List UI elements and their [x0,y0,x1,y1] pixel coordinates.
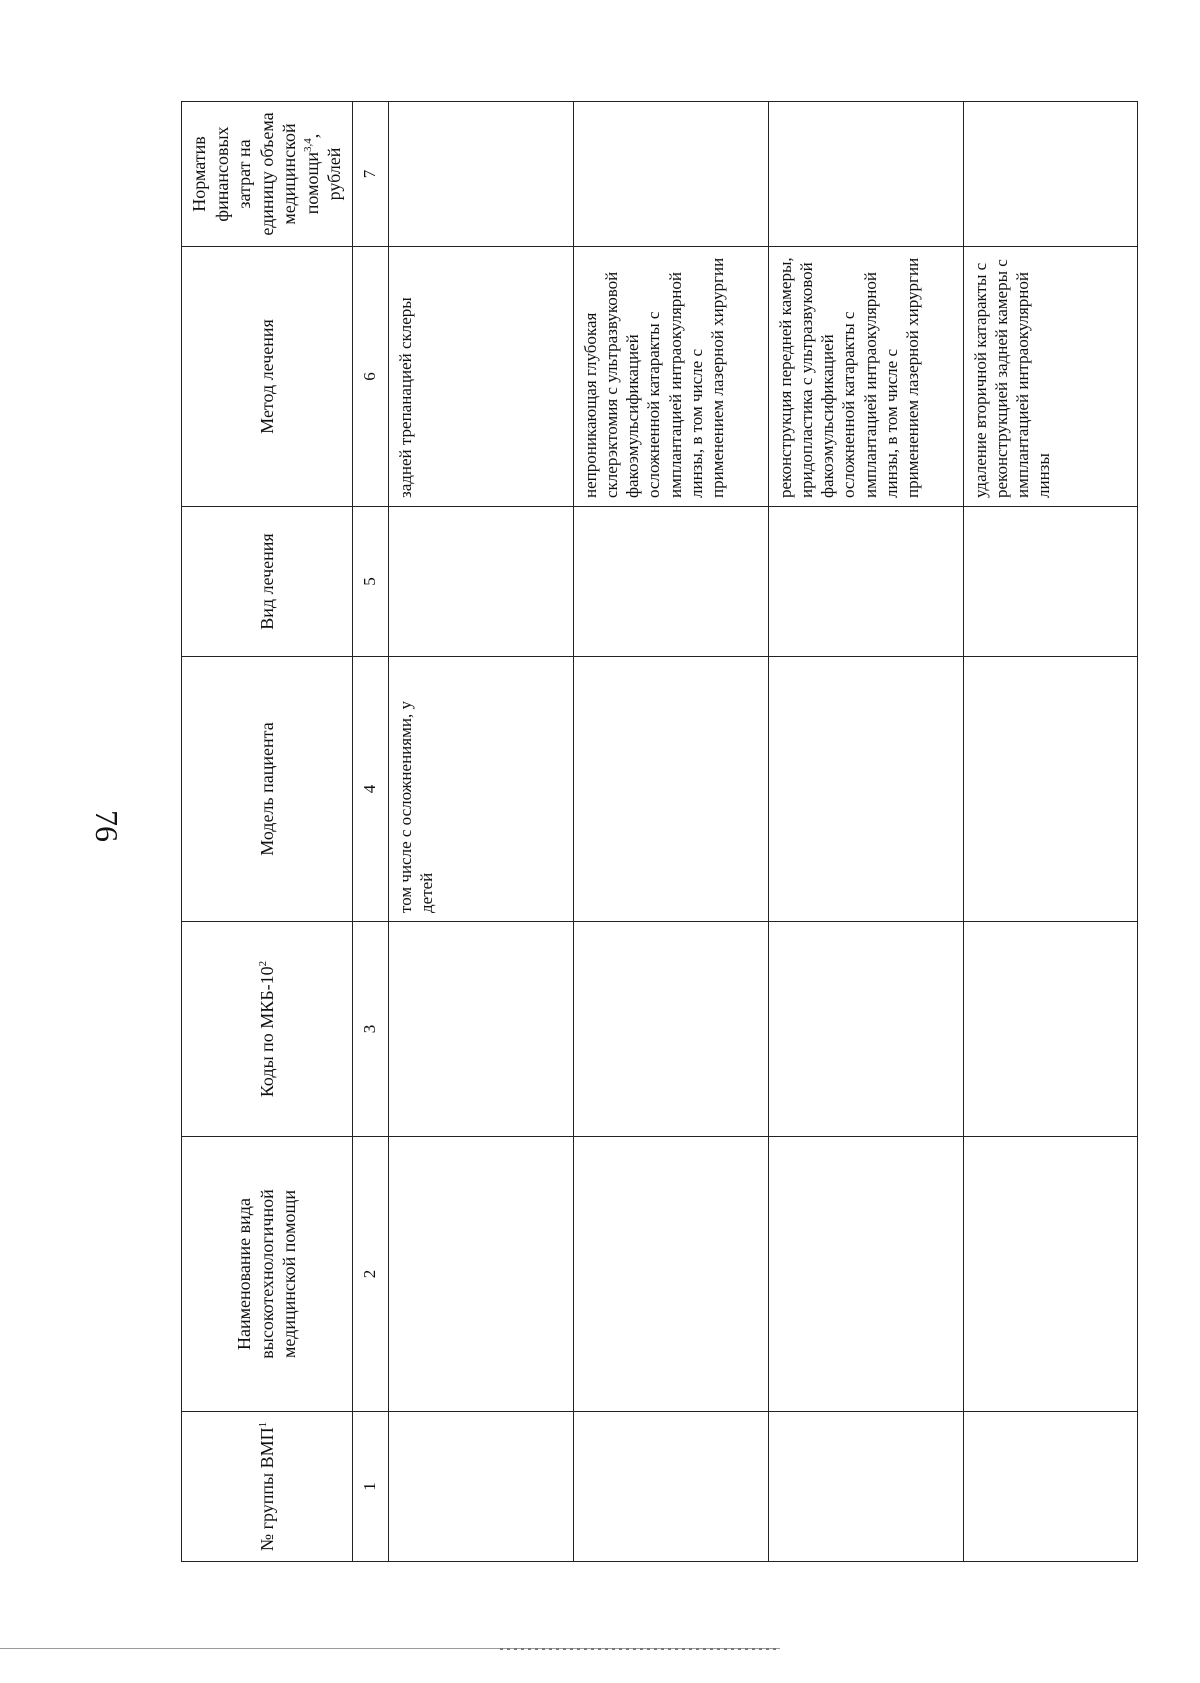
header-group-number: № группы ВМП$^1$ [182,1412,353,1562]
cell-patient-model [963,657,1137,922]
cell-patient-model [573,657,768,922]
column-number: 6 [352,247,388,507]
table-row [768,102,963,1562]
column-number-row [352,102,388,1562]
cell-cost-norm [768,102,963,247]
column-number: 5 [352,507,388,657]
header-treatment-type: Вид лечения [182,507,353,657]
table-row [963,102,1137,1562]
cell-treatment-type [388,507,573,657]
cell-treatment-method: удаление вторичной катаракты с реконструкцией задней камеры с имплантацией интраокулярной линзы [963,247,1137,507]
header-vmp-name: Наименование вида высокотехнологичной медицинской помощи [182,1137,353,1412]
cell-vmp-name [768,1137,963,1412]
cell-treatment-type [963,507,1137,657]
cell-icd-codes [768,922,963,1137]
header-patient-model: Модель пациента [182,657,353,922]
cell-group-number [573,1412,768,1562]
bottom-scan-dots [500,1648,780,1650]
header-row [182,102,353,1562]
vmp-table [181,101,1138,1562]
cell-vmp-name [388,1137,573,1412]
cell-vmp-name [573,1137,768,1412]
cell-patient-model [768,657,963,922]
cell-cost-norm [573,102,768,247]
column-number: 3 [352,922,388,1137]
column-number: 4 [352,657,388,922]
cell-icd-codes [388,922,573,1137]
cell-treatment-method: непроникающая глубокая склерэктомия с ультразвуковой факоэмульсификацией осложненной катаракты с имплантацией интраокулярной линзы, в том числе с применением лазерной хирургии [573,247,768,507]
column-number: 7 [352,102,388,247]
cell-vmp-name [963,1137,1137,1412]
cell-treatment-method: задней трепанацией склеры [388,247,573,507]
cell-group-number [768,1412,963,1562]
cell-group-number [388,1412,573,1562]
cell-group-number [963,1412,1137,1562]
header-cost-norm: Норматив финансовых затрат на единицу объема медицинской помощи$^{3,4}$, рублей [182,102,353,247]
cell-cost-norm [963,102,1137,247]
cell-icd-codes [963,922,1137,1137]
header-treatment-method: Метод лечения [182,247,353,507]
rotated-table-frame [181,102,1121,1562]
page-number: 76 [89,810,125,842]
cell-icd-codes [573,922,768,1137]
cell-treatment-method: реконструкция передней камеры, иридопластика с ультразвуковой факоэмульсификацией осложненной катаракты с имплантацией интраокулярной линзы, в том числе с применением лазерной хирургии [768,247,963,507]
cell-cost-norm [388,102,573,247]
column-number: 1 [352,1412,388,1562]
cell-treatment-type [768,507,963,657]
column-number: 2 [352,1137,388,1412]
table-row [573,102,768,1562]
header-icd-codes: Коды по МКБ-$10^2$ [182,922,353,1137]
cell-patient-model: том числе с осложнениями, у детей [388,657,573,922]
table-row [388,102,573,1562]
cell-treatment-type [573,507,768,657]
